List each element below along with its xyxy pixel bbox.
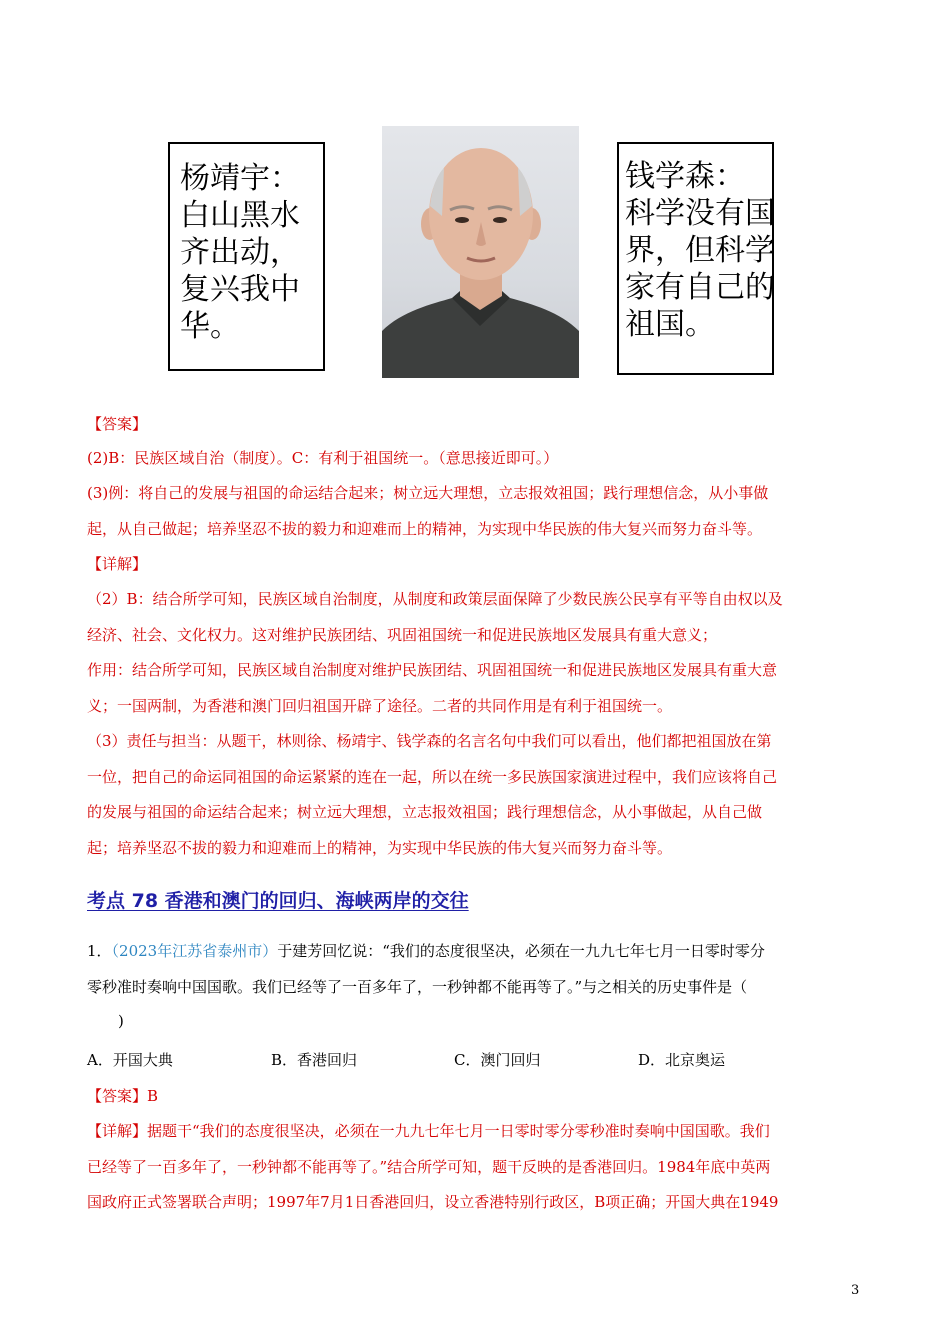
page-number: 3 bbox=[851, 1283, 860, 1298]
detail-label: 【详解】 bbox=[87, 555, 148, 573]
detail-line: 经济、社会、文化权力。这对维护民族团结、巩固祖国统一和促进民族地区发展具有重大意义； bbox=[87, 626, 718, 644]
detail-label: 【详解】 bbox=[87, 1122, 148, 1140]
detail-line: 国政府正式签署联合声明；1997年7月1日香港回归，设立香港特别行政区，B项正确；开国大典在1949 bbox=[87, 1193, 779, 1211]
detail-line: （2）B：结合所学可知，民族区域自治制度，从制度和政策层面保障了少数民族公民享有平等自由权以及 bbox=[87, 590, 783, 608]
answer-line bbox=[87, 1085, 158, 1106]
detail-line: 起；培养坚忍不拔的毅力和迎难而上的精神，为实现中华民族的伟大复兴而努力奋斗等。 bbox=[87, 839, 673, 857]
answer-line: (2)B：民族区域自治（制度）。C：有利于祖国统一。（意思接近即可。） bbox=[87, 449, 559, 467]
quote-line: 杨靖宇： bbox=[180, 161, 300, 196]
question-line: 零秒准时奏响中国国歌。我们已经等了一百多年了，一秒钟都不能再等了。”与之相关的历史事件是（ bbox=[87, 978, 748, 996]
section-heading: 考点 78 香港和澳门的回归、海峡两岸的交往 bbox=[87, 890, 469, 912]
question-number: 1． bbox=[87, 942, 112, 960]
answer-label: 【答案】 bbox=[87, 415, 148, 433]
detail-line: 已经等了一百多年了，一秒钟都不能再等了。”结合所学可知，题干反映的是香港回归。1984年底中英两 bbox=[87, 1158, 771, 1176]
quote-line: 家有自己的 bbox=[625, 270, 775, 305]
detail-line: 义；一国两制，为香港和澳门回归祖国开辟了途径。二者的共同作用是有利于祖国统一。 bbox=[87, 697, 673, 715]
detail-line: （3）责任与担当：从题干，林则徐、杨靖宇、钱学森的名言名句中我们可以看出，他们都把祖国放在第 bbox=[87, 732, 772, 750]
quote-line: 复兴我中 bbox=[180, 272, 300, 307]
quote-box-qian-xuesen bbox=[617, 142, 774, 375]
detail-line: 一位，把自己的命运同祖国的命运紧紧的连在一起，所以在统一多民族国家演进过程中，我们应该将自己 bbox=[87, 768, 778, 786]
question-text: 于建芳回忆说：“我们的态度很坚决，必须在一九九七年七月一日零时零分 bbox=[277, 942, 765, 960]
option-b: B．香港回归 bbox=[271, 1051, 358, 1069]
quote-line: 科学没有国 bbox=[625, 196, 775, 231]
answer-line: (3)例：将自己的发展与祖国的命运结合起来；树立远大理想，立志报效祖国；践行理想信念，从小事做 bbox=[87, 484, 769, 502]
detail-line: 作用：结合所学可知，民族区域自治制度对维护民族团结、巩固祖国统一和促进民族地区发展具有重大意 bbox=[87, 661, 778, 679]
question-source: （2023年江苏省泰州市） bbox=[111, 942, 278, 960]
quote-line: 华。 bbox=[180, 309, 240, 344]
quote-line: 齐出动， bbox=[180, 235, 300, 270]
option-c: C．澳门回归 bbox=[454, 1051, 541, 1069]
option-d: D．北京奥运 bbox=[638, 1051, 726, 1069]
quote-line: 钱学森： bbox=[625, 159, 745, 194]
portrait-icon bbox=[382, 126, 579, 378]
option-a: A．开国大典 bbox=[87, 1051, 173, 1069]
question-line: ) bbox=[118, 1012, 124, 1030]
quote-line: 界，但科学 bbox=[625, 233, 775, 268]
detail-line: 的发展与祖国的命运结合起来；树立远大理想，立志报效祖国；践行理想信念，从小事做起，从自己做 bbox=[87, 803, 763, 821]
question-line bbox=[87, 940, 765, 961]
answer-value: B bbox=[147, 1087, 159, 1105]
detail-line bbox=[87, 1120, 770, 1141]
quote-line: 祖国。 bbox=[625, 307, 715, 342]
answer-label: 【答案】 bbox=[87, 1087, 148, 1105]
quote-line: 白山黑水 bbox=[180, 198, 300, 233]
answer-line: 起，从自己做起；培养坚忍不拔的毅力和迎难而上的精神，为实现中华民族的伟大复兴而努力奋斗等。 bbox=[87, 520, 763, 538]
portrait-photo bbox=[382, 126, 579, 378]
quote-box-yang-jingyu bbox=[168, 142, 325, 371]
detail-text: 据题干“我们的态度很坚决，必须在一九九七年七月一日零时零分零秒准时奏响中国国歌。我们 bbox=[147, 1122, 770, 1140]
